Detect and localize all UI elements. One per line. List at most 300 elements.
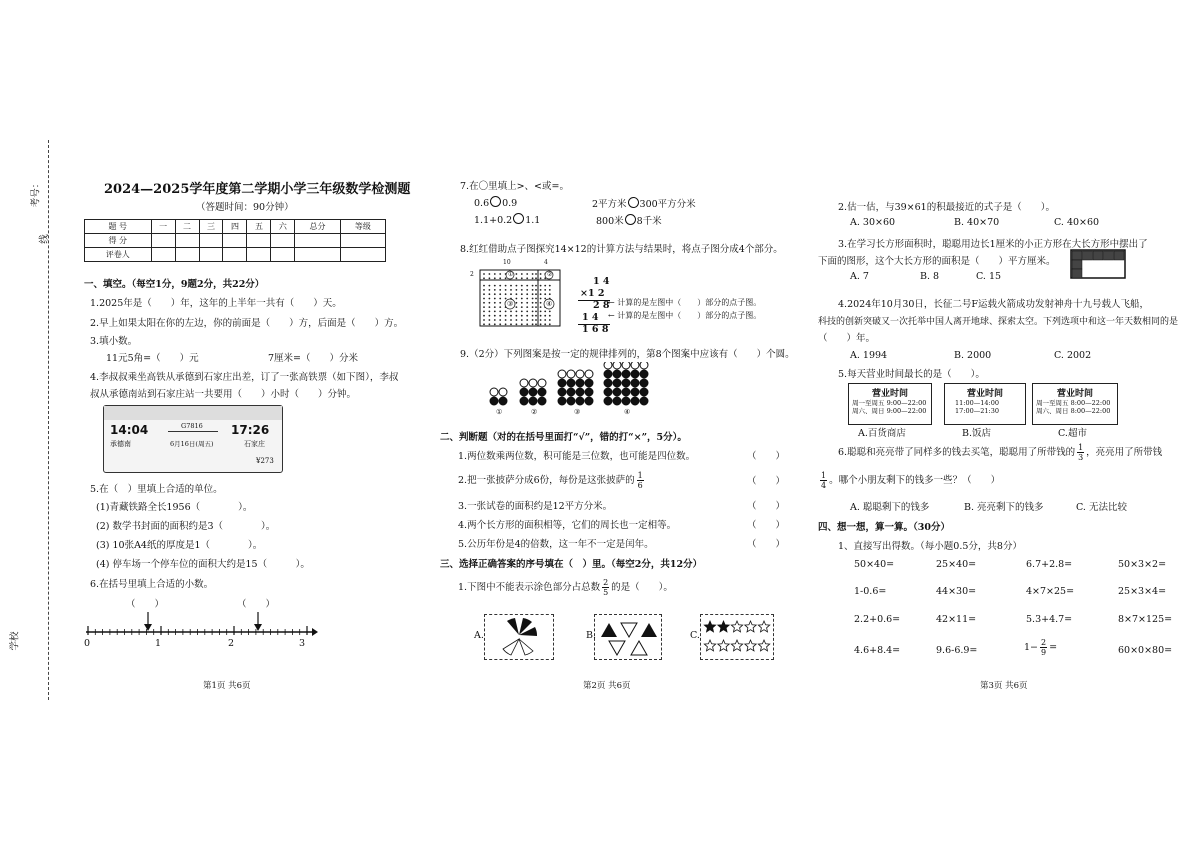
score-cell[interactable]: [295, 248, 340, 262]
page-1-footer: 第1页 共6页: [203, 681, 251, 691]
grid-dot: [535, 306, 537, 308]
grid-dot: [516, 306, 518, 308]
grid-dot: [540, 306, 542, 308]
grid-dot: [535, 315, 537, 317]
grid-dot: [494, 315, 496, 317]
q7a-left: 0.6: [474, 198, 490, 209]
choice-4-line1: 4.2024年10月30日，长征二号F运载火箭成功发射神舟十九号载人飞船，: [838, 299, 1150, 310]
choice-6-option-b[interactable]: B. 亮亮剩下的钱多: [964, 502, 1044, 513]
grid-dot: [526, 311, 528, 313]
score-cell[interactable]: [151, 234, 175, 248]
grid-dot: [521, 298, 523, 300]
grid-dot: [505, 315, 507, 317]
pattern-circle: [499, 388, 507, 396]
dot-grid-label-4: 4: [544, 259, 548, 266]
choice-1-text-a: 1.下图中不能表示涂色部分占总数: [458, 582, 601, 593]
grid-dot: [521, 302, 523, 304]
calc-r3c3: 5.3+4.7=: [1026, 614, 1073, 625]
grid-dot: [483, 273, 485, 275]
question-4-line2: 叔从承德南站到石家庄站一共要用（ ）小时（ ）分钟。: [90, 389, 357, 400]
pattern-circle: [613, 397, 621, 405]
grid-dot: [489, 311, 491, 313]
pattern-circle: [538, 388, 546, 396]
ticket-train-number: G7816: [181, 422, 203, 430]
grid-dot: [532, 306, 534, 308]
grid-dot: [510, 311, 512, 313]
question-4-line1: 4.李叔叔乘坐高铁从承德到石家庄出差，订了一张高铁票（如下图），李叔: [90, 372, 399, 383]
train-ticket: [103, 405, 283, 473]
pattern-label-3: ③: [574, 408, 581, 416]
score-row-label: 评卷人: [85, 248, 152, 262]
option-b-label: B.: [586, 630, 597, 641]
question-3b: 7厘米=（ ）分米: [268, 353, 359, 364]
fraction-one-third: [1077, 443, 1084, 462]
pattern-circle: [558, 379, 566, 387]
grid-dot: [489, 302, 491, 304]
choice-1-text-b: 的是（ ）。: [611, 582, 673, 593]
grid-dot: [510, 323, 512, 325]
grid-dot: [505, 277, 507, 279]
pattern-circle: [613, 370, 621, 378]
grid-dot: [516, 277, 518, 279]
score-cell[interactable]: [271, 234, 295, 248]
grid-dot: [494, 319, 496, 321]
grid-dot: [521, 306, 523, 308]
calc-r3c1: 2.2+0.6=: [854, 614, 901, 625]
option-a-box[interactable]: [484, 614, 554, 660]
question-9: 9.（2分）下列图案是按一定的规律排列的，第8个图案中应该有（ ）个圆。: [460, 349, 795, 360]
question-5-4: (4) 停车场一个停车位的面积大约是15（ ）。: [96, 559, 310, 570]
calc-r3c4: 8×7×125=: [1118, 614, 1173, 625]
choice-2-option-a[interactable]: A. 30×60: [850, 217, 896, 228]
choice-4-option-c[interactable]: C. 2002: [1054, 350, 1092, 361]
grid-dot: [505, 311, 507, 313]
grid-dot: [532, 293, 534, 295]
compare-circle[interactable]: [625, 214, 636, 225]
grid-dot: [499, 302, 501, 304]
pattern-circle: [576, 397, 584, 405]
dot-grid-part-3: ③: [507, 300, 514, 308]
grid-dot: [549, 285, 551, 287]
choice-6-line1: [838, 443, 1162, 462]
choice-3-line1: 3.在学习长方形面积时，聪聪用边长1厘米的小正方形在大长方形中摆出了: [838, 239, 1148, 250]
score-header: 六: [271, 220, 295, 234]
grid-dot: [505, 285, 507, 287]
grid-dot: [499, 293, 501, 295]
grid-dot: [540, 323, 542, 325]
pattern-circle: [558, 370, 566, 378]
grid-dot: [494, 311, 496, 313]
grid-dot: [535, 273, 537, 275]
grid-dot: [549, 315, 551, 317]
pattern-circle: [604, 379, 612, 387]
grid-dot: [494, 285, 496, 287]
frac-expr-eq: =: [1049, 642, 1058, 653]
unit-square: [1114, 251, 1124, 260]
grid-dot: [540, 273, 542, 275]
grid-dot: [521, 273, 523, 275]
option-b-triangles: [595, 615, 661, 659]
number-line-paren-2: （ ）: [237, 599, 276, 610]
judge-1-paren[interactable]: （ ）: [747, 451, 786, 462]
question-1: 1.2025年是（ ）年，这年的上半年一共有（ ）天。: [90, 298, 342, 309]
question-5-3: (3) 10张A4纸的厚度是1（ ）。: [96, 540, 263, 551]
judge-1: 1.两位数乘两位数，积可能是三位数，也可能是四位数。: [458, 451, 696, 462]
grid-dot: [516, 289, 518, 291]
judge-3-paren[interactable]: （ ）: [747, 501, 786, 512]
frac-num: 2: [603, 578, 609, 587]
ticket-from: 承德南: [110, 440, 131, 448]
pattern-circle: [631, 379, 639, 387]
grid-dot: [499, 311, 501, 313]
q7b-left: 2平方米: [592, 199, 627, 210]
grid-dot: [521, 277, 523, 279]
pattern-circle: [490, 388, 498, 396]
pattern-circle: [529, 388, 537, 396]
grid-dot: [499, 277, 501, 279]
grid-dot: [532, 311, 534, 313]
grid-dot: [516, 323, 518, 325]
ticket-depart-time: 14:04: [110, 423, 149, 437]
grid-dot: [516, 293, 518, 295]
grid-dot: [483, 311, 485, 313]
grid-dot: [494, 323, 496, 325]
grid-dot: [526, 319, 528, 321]
grid-dot: [516, 315, 518, 317]
option-b-box[interactable]: [594, 614, 662, 660]
choice-4-line2: 科技的创新突破又一次托举中国人离开地球、探索太空。下列选项中和这一年天数相同的是: [818, 317, 1179, 327]
star-icon: [745, 621, 756, 632]
pattern-circle: [499, 397, 507, 405]
star-icon: [731, 640, 742, 651]
star-icon: [758, 621, 769, 632]
question-7: 7.在〇里填上>、<或=。: [460, 181, 569, 192]
fraction-two-ninths: [1040, 638, 1047, 657]
pattern-circle: [576, 370, 584, 378]
ticket-arrow-line: [168, 431, 218, 432]
ticket-price: ¥273: [256, 457, 274, 465]
grid-dot: [535, 285, 537, 287]
score-header: 四: [223, 220, 247, 234]
grid-dot: [516, 273, 518, 275]
grid-dot: [483, 289, 485, 291]
section-2-heading: 二、判断题（对的在括号里面打“√”，错的打“×”，5分）。: [440, 432, 687, 443]
star-icon: [704, 621, 715, 632]
q7c-right: 1.1: [525, 215, 541, 226]
score-header: 一: [151, 220, 175, 234]
frac-num: 1: [637, 471, 643, 480]
store-b-name: B.饭店: [962, 428, 992, 439]
q7b-right: 300平方分米: [639, 199, 696, 210]
pattern-circle: [631, 397, 639, 405]
grid-dot: [510, 315, 512, 317]
choice-6-text-a: 6.聪聪和亮亮带了同样多的钱去买笔，聪聪用了所带钱的: [838, 447, 1076, 458]
pattern-circle: [640, 362, 648, 369]
store-c-hours-card[interactable]: [1032, 383, 1118, 425]
fraction-two-fifths: [602, 578, 609, 597]
score-cell[interactable]: [199, 248, 223, 262]
judge-5: 5.公历年份是4的倍数，这一年不一定是闰年。: [458, 539, 654, 550]
pattern-circle: [631, 362, 639, 369]
judge-2-text: 2.把一张披萨分成6份，每份是这张披萨的: [458, 475, 635, 486]
dot-grid-label-10: 10: [503, 259, 511, 266]
pattern-circle: [490, 397, 498, 405]
grid-dot: [549, 293, 551, 295]
grid-dot: [532, 298, 534, 300]
grid-dot: [544, 311, 546, 313]
grid-dot: [526, 302, 528, 304]
choice-6-line2: [818, 471, 1000, 490]
grid-dot: [535, 293, 537, 295]
calc-r4c2: 9.6-6.9=: [936, 645, 978, 656]
choice-2-option-b[interactable]: B. 40×70: [954, 217, 1000, 228]
choice-4-option-b[interactable]: B. 2000: [954, 350, 992, 361]
option-c-box[interactable]: [700, 614, 774, 660]
grid-dot: [549, 311, 551, 313]
pattern-circle: [585, 379, 593, 387]
score-cell[interactable]: [340, 234, 385, 248]
score-header: 二: [175, 220, 199, 234]
grid-dot: [494, 293, 496, 295]
fraction-one-sixth: [637, 471, 644, 490]
side-label-exam-no: 考号：: [30, 178, 42, 208]
grid-dot: [510, 289, 512, 291]
choice-4-line3: （ ）年。: [818, 333, 876, 344]
grid-dot: [499, 285, 501, 287]
grid-dot: [544, 289, 546, 291]
unit-square: [1104, 251, 1114, 260]
grid-dot: [489, 277, 491, 279]
ticket-arrive-time: 17:26: [231, 423, 270, 437]
choice-3-option-c[interactable]: C. 15: [976, 271, 1002, 282]
grid-dot: [521, 319, 523, 321]
question-3: 3.填小数。: [90, 336, 138, 347]
choice-6-option-c[interactable]: C. 无法比较: [1076, 502, 1127, 513]
grid-dot: [532, 315, 534, 317]
choice-3-option-a[interactable]: A. 7: [850, 271, 869, 282]
grid-dot: [510, 319, 512, 321]
grid-dot: [505, 289, 507, 291]
calc-line-2: ×1 2: [580, 288, 605, 299]
unit-square: [1083, 251, 1093, 260]
page-3-footer: 第3页 共6页: [980, 681, 1028, 691]
score-cell[interactable]: [151, 248, 175, 262]
option-a-label: A.: [474, 630, 484, 641]
choice-4-option-a[interactable]: A. 1994: [850, 350, 888, 361]
question-5: 5.在（ ）里填上合适的单位。: [90, 484, 223, 495]
grid-dot: [540, 315, 542, 317]
grid-dot: [544, 315, 546, 317]
grid-dot: [499, 315, 501, 317]
frac-den: 9: [1041, 648, 1047, 657]
score-cell[interactable]: [175, 234, 199, 248]
judge-5-paren[interactable]: （ ）: [747, 539, 786, 550]
score-cell[interactable]: [271, 248, 295, 262]
pattern-circle: [613, 362, 621, 369]
store-c-line2: 周六、周日 8:00—22:00: [1036, 407, 1111, 415]
star-icon: [731, 621, 742, 632]
score-row-label: 得 分: [85, 234, 152, 248]
grid-dot: [535, 319, 537, 321]
store-c-name: C.超市: [1058, 428, 1087, 439]
score-cell[interactable]: [295, 234, 340, 248]
grid-dot: [516, 311, 518, 313]
grid-dot: [526, 289, 528, 291]
number-line-tick-0: 0: [84, 638, 91, 649]
grid-dot: [549, 323, 551, 325]
score-cell[interactable]: [175, 248, 199, 262]
unit-square: [1072, 269, 1082, 278]
grid-dot: [521, 293, 523, 295]
calc-r4c1: 4.6+8.4=: [854, 645, 901, 656]
pattern-label-2: ②: [531, 408, 538, 416]
calc-r2c2: 44×30=: [936, 586, 977, 597]
grid-dot: [540, 289, 542, 291]
grid-dot: [483, 285, 485, 287]
unit-square: [1072, 251, 1082, 260]
pattern-circle: [622, 397, 630, 405]
grid-dot: [505, 293, 507, 295]
star-icon: [745, 640, 756, 651]
section-3-heading: 三、选择正确答案的序号填在（ ）里。（每空2分，共12分）: [440, 559, 703, 570]
number-line-tick-3: 3: [299, 638, 306, 649]
choice-6-option-a[interactable]: A. 聪聪剩下的钱多: [850, 502, 930, 513]
frac-den: 6: [637, 481, 643, 490]
grid-dot: [483, 323, 485, 325]
choice-3-option-b[interactable]: B. 8: [920, 271, 940, 282]
grid-dot: [532, 289, 534, 291]
section-4-question-1: 1、直接写出得数。（每小题0.5分，共8分）: [838, 541, 1022, 552]
score-cell[interactable]: [223, 248, 247, 262]
question-6: 6.在括号里填上合适的小数。: [90, 579, 214, 590]
grid-dot: [494, 298, 496, 300]
grid-dot: [489, 323, 491, 325]
store-b-hours-card[interactable]: [944, 383, 1026, 425]
pattern-circle: [640, 397, 648, 405]
grid-dot: [532, 323, 534, 325]
score-header: 三: [199, 220, 223, 234]
frac-num: 2: [1041, 638, 1047, 647]
compare-circle[interactable]: [490, 196, 501, 207]
question-7c: [474, 213, 540, 226]
score-cell[interactable]: [223, 234, 247, 248]
question-5-2: (2) 数学书封面的面积约是3（ ）。: [96, 521, 276, 532]
grid-dot: [489, 315, 491, 317]
grid-dot: [544, 319, 546, 321]
grid-dot: [535, 323, 537, 325]
calc-r4c3-fraction: [1024, 638, 1057, 657]
frac-expr-whole: 1−: [1024, 642, 1039, 653]
store-b-line1: 11:00—14:00: [955, 399, 999, 407]
score-cell[interactable]: [199, 234, 223, 248]
section-1-heading: 一、填空。（每空1分，9题2分，共22分）: [84, 279, 265, 290]
pattern-circle: [622, 388, 630, 396]
side-label-school: 学校: [9, 631, 21, 651]
grid-dot: [499, 323, 501, 325]
number-line-tick-1: 1: [155, 638, 162, 649]
calc-r4c4: 60×0×80=: [1118, 645, 1173, 656]
pattern-circle: [640, 379, 648, 387]
number-line-tick-2: 2: [228, 638, 235, 649]
calc-r2c4: 25×3×4=: [1118, 586, 1167, 597]
grid-dot: [494, 289, 496, 291]
pattern-circle: [622, 379, 630, 387]
frac-den: 4: [821, 481, 827, 490]
grid-dot: [483, 293, 485, 295]
grid-dot: [494, 277, 496, 279]
compare-circle[interactable]: [513, 213, 524, 224]
dot-grid-part-1: ①: [508, 271, 514, 278]
question-2: 2.早上如果太阳在你的左边，你的前面是（ ）方，后面是（ ）方。: [90, 318, 404, 329]
calc-line-1: 1 4: [593, 276, 610, 287]
grid-dot: [489, 298, 491, 300]
calc-line-4: 1 4: [582, 312, 599, 323]
judge-4-paren[interactable]: （ ）: [747, 520, 786, 531]
page-2-footer: 第2页 共6页: [583, 681, 631, 691]
store-a-line2: 周六、周日 9:00—22:00: [852, 407, 927, 415]
grid-dot: [526, 293, 528, 295]
store-b-line2: 17:00—21:30: [955, 407, 999, 415]
choice-2-option-c[interactable]: C. 40×60: [1054, 217, 1100, 228]
grid-dot: [540, 285, 542, 287]
q7c-left: 1.1+0.2: [474, 215, 513, 226]
judge-2-paren[interactable]: （ ）: [747, 476, 786, 487]
grid-dot: [526, 315, 528, 317]
grid-dot: [535, 302, 537, 304]
choice-3-line2: 下面的图形，这个大长方形的面积是（ ）平方厘米。: [818, 256, 1056, 267]
frac-num: 1: [1078, 443, 1084, 452]
grid-dot: [544, 323, 546, 325]
pattern-circle: [604, 362, 612, 369]
store-b-head: 营业时间: [966, 389, 1003, 399]
frac-den: 3: [1078, 453, 1084, 462]
star-icon: [718, 640, 729, 651]
score-cell[interactable]: [247, 234, 271, 248]
pattern-circle: [604, 388, 612, 396]
grid-dot: [526, 298, 528, 300]
score-table: [84, 219, 386, 262]
score-cell[interactable]: [247, 248, 271, 262]
side-label-line: 线: [38, 234, 50, 244]
pattern-circle: [576, 388, 584, 396]
pattern-label-4: ④: [624, 408, 631, 416]
grid-dot: [489, 306, 491, 308]
grid-dot: [540, 302, 542, 304]
star-icon: [758, 640, 769, 651]
pattern-circle: [640, 370, 648, 378]
grid-dot: [544, 285, 546, 287]
grid-dot: [499, 306, 501, 308]
pattern-label-1: ①: [496, 408, 503, 416]
pattern-circle: [631, 388, 639, 396]
grid-dot: [489, 285, 491, 287]
grid-dot: [535, 289, 537, 291]
grid-dot: [489, 289, 491, 291]
grid-dot: [505, 319, 507, 321]
grid-dot: [532, 285, 534, 287]
pattern-circle: [567, 388, 575, 396]
score-cell[interactable]: [340, 248, 385, 262]
frac-den: 5: [603, 588, 609, 597]
grid-dot: [526, 273, 528, 275]
store-c-line1: 周一至周五 8:00—22:00: [1036, 399, 1111, 407]
compare-circle[interactable]: [628, 197, 639, 208]
store-a-hours-card[interactable]: [848, 383, 932, 425]
store-a-line1: 周一至周五 9:00—22:00: [852, 399, 927, 407]
pattern-circle: [576, 379, 584, 387]
choice-1: [458, 578, 673, 597]
unit-square: [1072, 260, 1082, 269]
